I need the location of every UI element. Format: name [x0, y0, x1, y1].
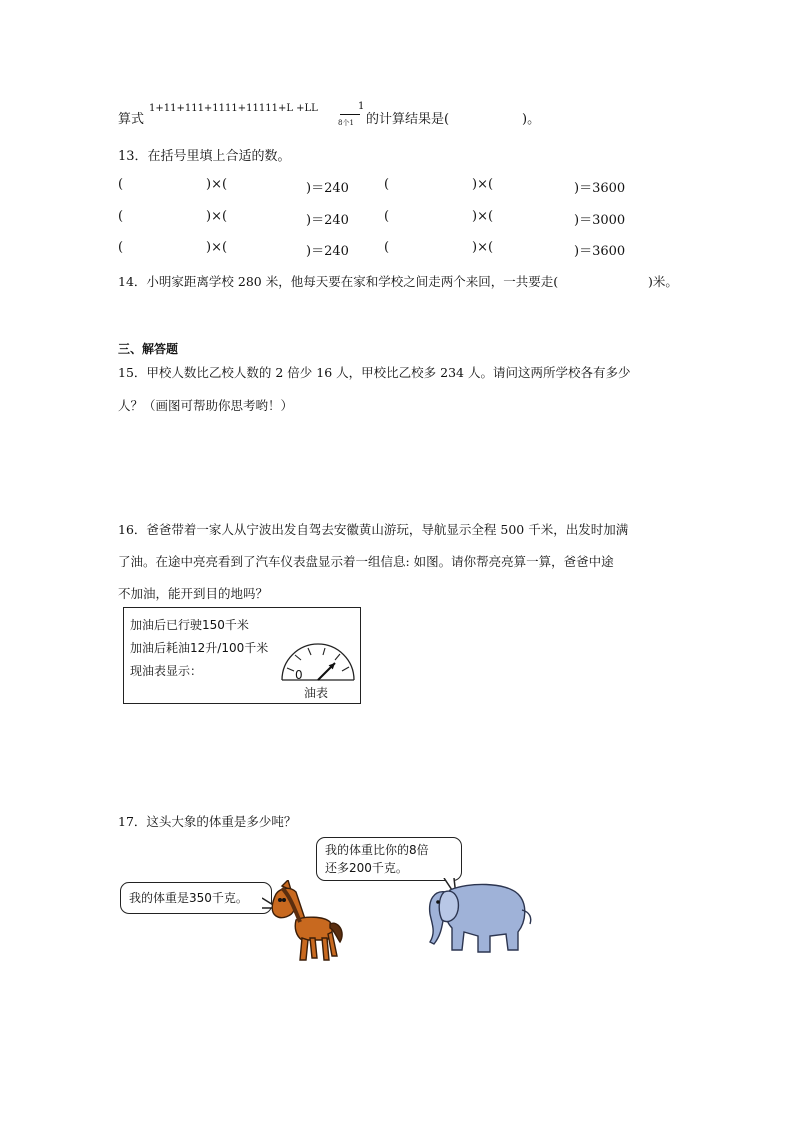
- elephant-speech-line-2: 还多200千克。: [325, 861, 408, 875]
- paren-open[interactable]: (: [118, 209, 124, 224]
- q12-answer-close: )。: [522, 112, 541, 127]
- elephant-speech-line-1: 我的体重比你的8倍: [325, 843, 429, 857]
- q14-text: 14．小明家距离学校 280 米，他每天要在家和学校之间走两个来回，一共要走(: [118, 274, 559, 289]
- q12-prefix: 算式: [118, 112, 145, 127]
- gauge-label: 油表: [304, 686, 329, 700]
- elephant-speech-bubble: [316, 837, 462, 881]
- q12-frac-den: 8个1: [338, 119, 354, 127]
- section-heading: 三、解答题: [118, 342, 179, 356]
- paren-open[interactable]: (: [118, 177, 124, 192]
- q13-title: 13．在括号里填上合适的数。: [118, 149, 291, 164]
- times[interactable]: )×(: [206, 240, 228, 255]
- q16-line-2: 了油。在途中亮亮看到了汽车仪表盘显示着一组信息: 如图。请你帮亮亮算一算，爸爸中途: [118, 554, 614, 569]
- q17-title: 17．这头大象的体重是多少吨？: [118, 814, 297, 829]
- q16-line-1: 16．爸爸带着一家人从宁波出发自驾去安徽黄山游玩，导航显示全程 500 千米，出发时加满: [118, 522, 629, 537]
- equals: )＝3600: [574, 244, 626, 259]
- q12-frac-num: 1: [358, 101, 365, 112]
- paren-open[interactable]: (: [384, 240, 390, 255]
- q15-line-1: 15．甲校人数比乙校人数的 2 倍少 16 人，甲校比乙校多 234 人。请问这两所学校各有多少: [118, 365, 631, 380]
- paren-open[interactable]: (: [384, 177, 390, 192]
- box-line-2: 加油后耗油12升/100千米: [130, 641, 269, 655]
- paren-open[interactable]: (: [118, 240, 124, 255]
- times[interactable]: )×(: [472, 177, 494, 192]
- q16-line-3: 不加油，能开到目的地吗？: [118, 586, 269, 601]
- times[interactable]: )×(: [472, 240, 494, 255]
- elephant-icon: [420, 880, 540, 954]
- horse-speech-bubble: [120, 882, 272, 914]
- fuel-gauge-icon: [270, 628, 360, 688]
- equals: )＝240: [306, 244, 349, 259]
- horse-icon: [266, 880, 346, 964]
- times[interactable]: )×(: [472, 209, 494, 224]
- gauge-zero-label: 0: [295, 668, 303, 682]
- equals: )＝3000: [574, 213, 626, 228]
- times[interactable]: )×(: [206, 209, 228, 224]
- dashboard-info-box: [123, 607, 361, 704]
- times[interactable]: )×(: [206, 177, 228, 192]
- equals: )＝240: [306, 181, 349, 196]
- q15-line-2: 人？（画图可帮助你思考哟！）: [118, 398, 294, 413]
- equals: )＝240: [306, 213, 349, 228]
- q14-answer-close[interactable]: )米。: [648, 274, 678, 289]
- q12-suffix: 的计算结果是(: [366, 112, 450, 127]
- equals: )＝3600: [574, 181, 626, 196]
- q12-frac-bar: [340, 114, 360, 115]
- q12-line: [118, 108, 144, 127]
- paren-open[interactable]: (: [384, 209, 390, 224]
- horse-speech: 我的体重是350千克。: [129, 891, 248, 905]
- box-line-1: 加油后已行驶150千米: [130, 618, 249, 632]
- q12-series: 1+11+111+1111+11111+L +LL: [149, 103, 318, 114]
- box-line-3: 现油表显示：: [130, 664, 203, 678]
